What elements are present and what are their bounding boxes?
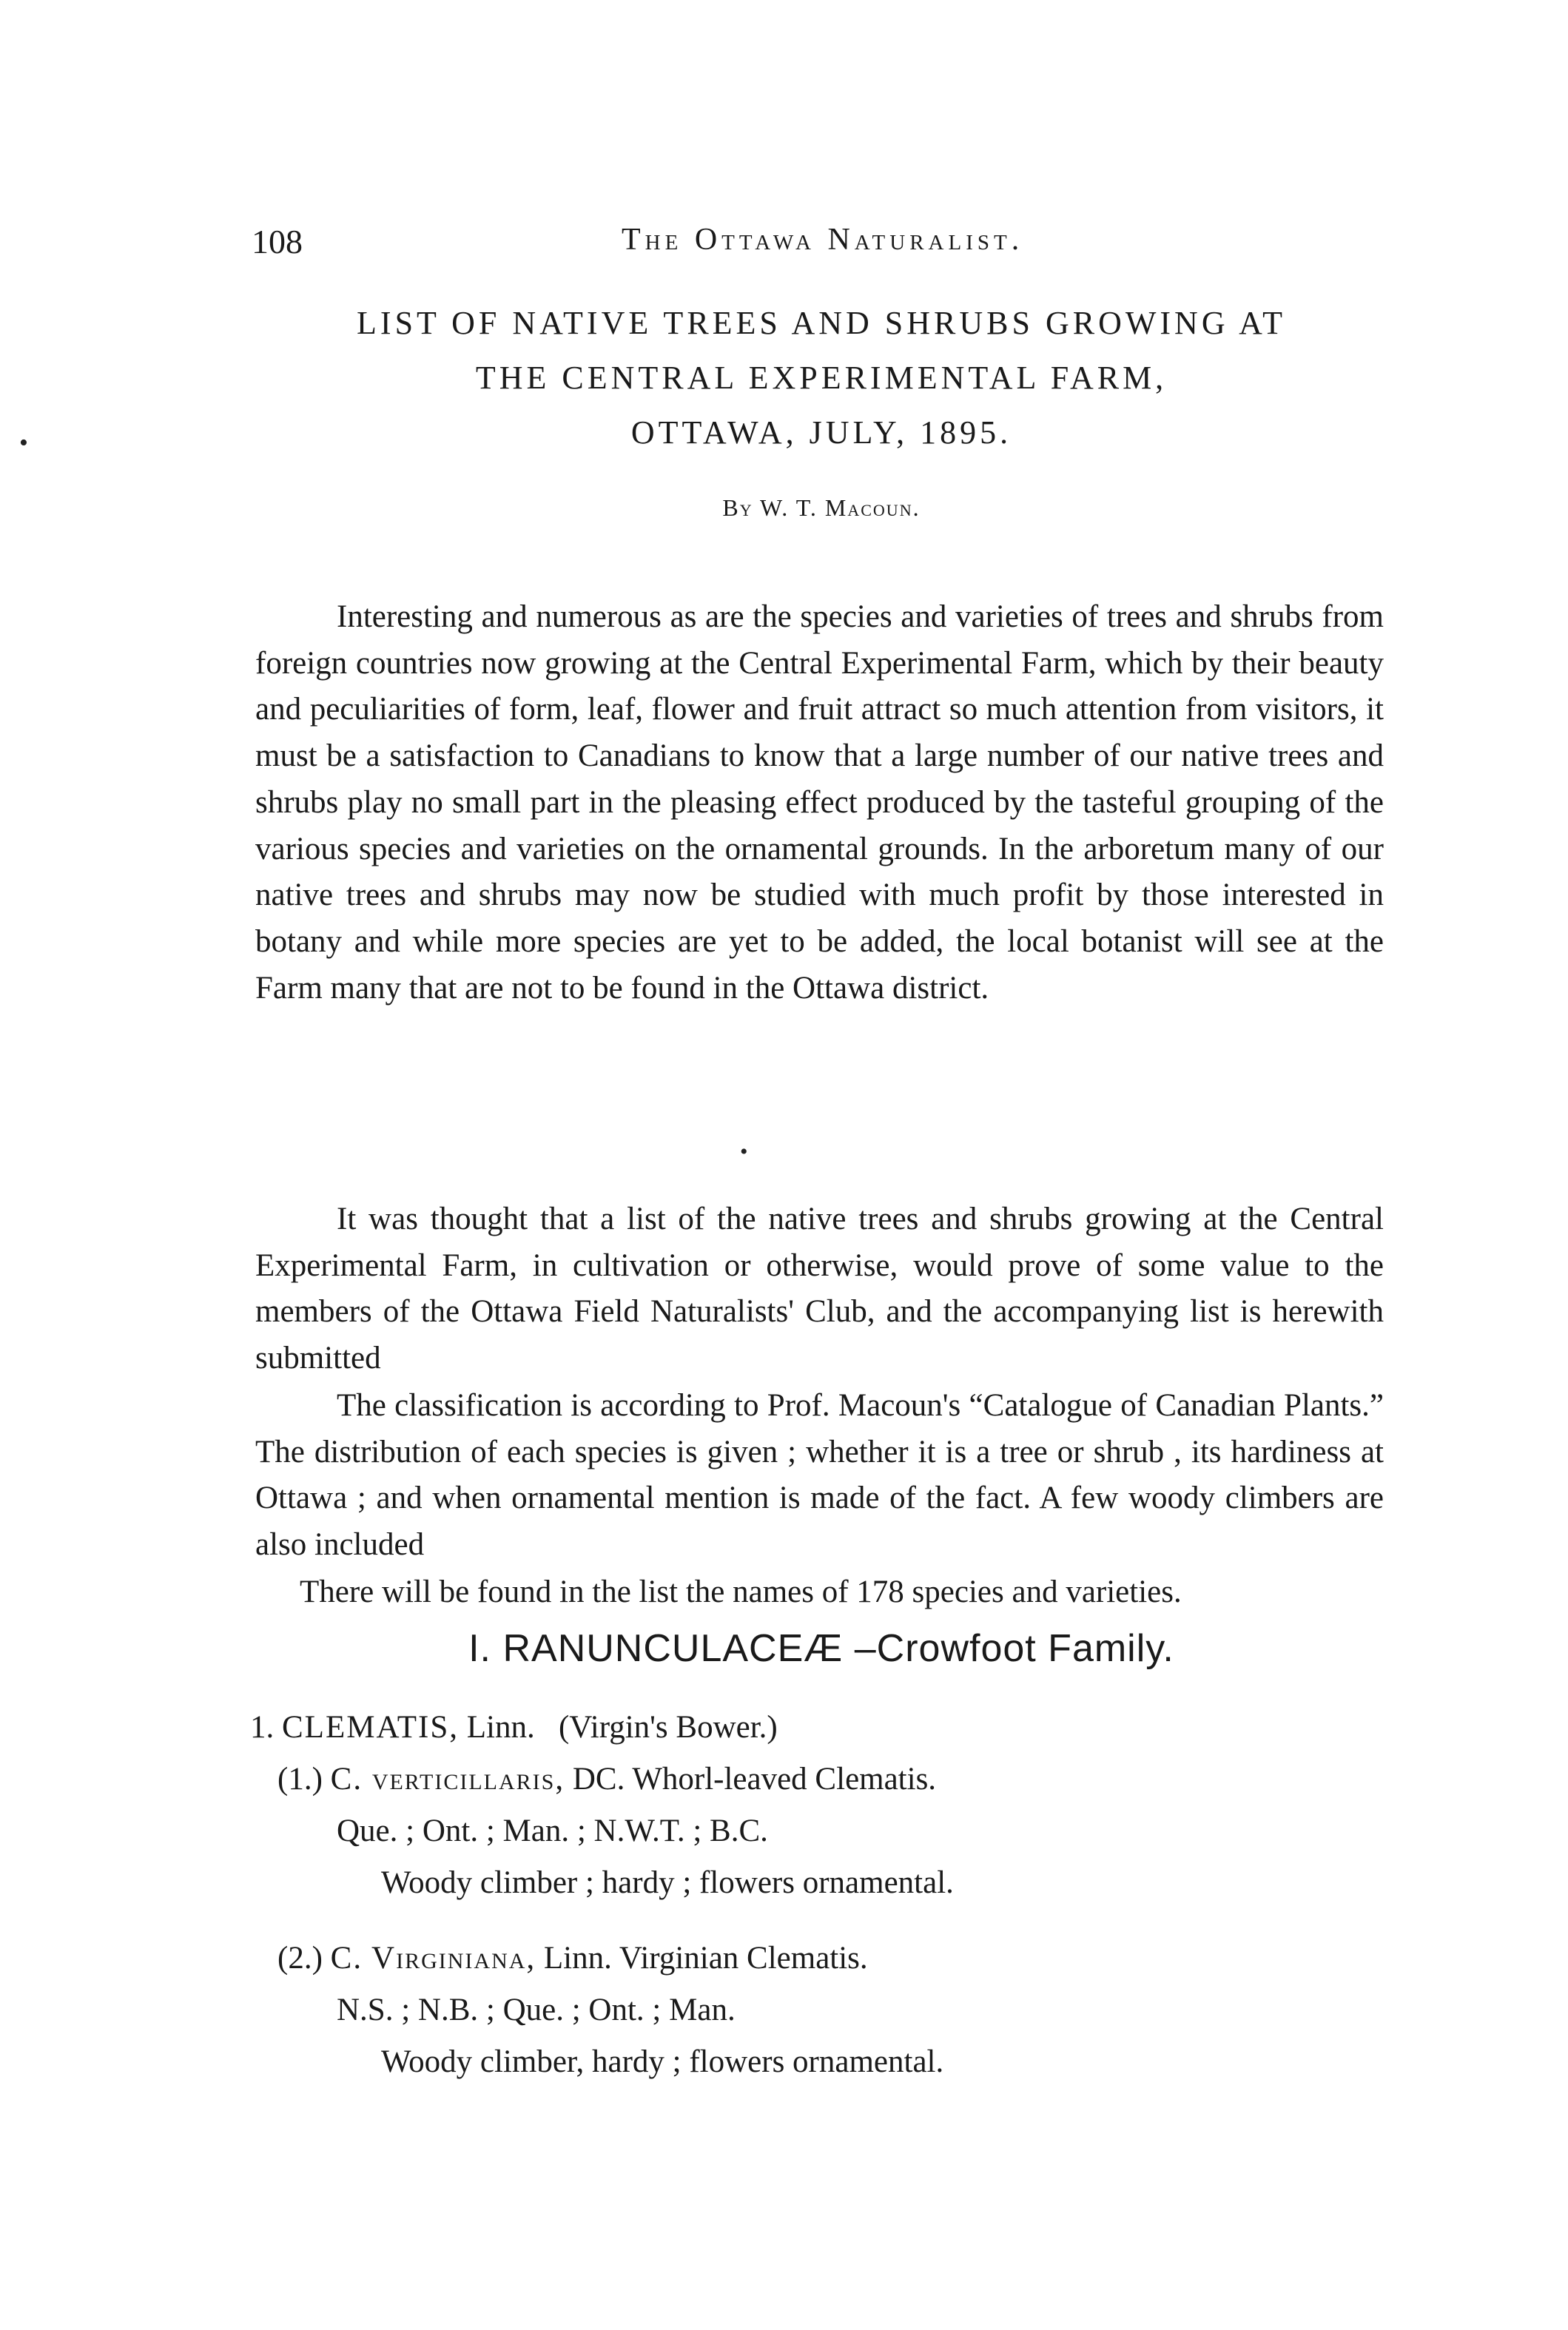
species-name: C. verticillaris, bbox=[330, 1762, 565, 1797]
species-number: (1.) bbox=[277, 1762, 323, 1797]
paragraph-1: Interesting and numerous as are the species and varieties of trees and shrubs from foreign countries now growing at the Central Experimental Farm, which by their beauty and peculiarities of form, leaf, flower and fruit attract so much attention from visitors, it must be a satisfaction to Canadians to know that a large number of our native trees and shrubs play no small part in the pleasing effect produced by the tasteful grouping of the various species and varieties on the ornamental grounds. In the arboretum many of our native trees and shrubs may now be studied with much profit by those interested in botany and while more species are yet to be added, the local botanist will see at the Farm many that are not to be found in the Ottawa district. bbox=[255, 599, 1384, 1006]
paragraph-3: The classification is according to Prof. Macoun's “Catalogue of Canadian Plants.” The distribution of each species is given ; whether it is a tree or shrub , its hardiness at Ottawa ; and when ornamental mention is made of the fact. A few woody climbers are also included bbox=[255, 1388, 1384, 1563]
species-entry bbox=[277, 1940, 868, 1976]
paragraph-4: There will be found in the list the names of 178 species and varieties. bbox=[300, 1575, 1182, 1609]
species-number: (2.) bbox=[277, 1941, 323, 1976]
genus-entry bbox=[250, 1709, 778, 1745]
species-name: C. Virginiana, bbox=[330, 1941, 536, 1976]
page-number: 108 bbox=[252, 223, 303, 260]
species-notes: Woody climber, hardy ; flowers ornamental. bbox=[381, 2044, 944, 2079]
genus-authority: Linn. bbox=[466, 1710, 535, 1745]
species-range: N.S. ; N.B. ; Que. ; Ont. ; Man. bbox=[337, 1993, 736, 2027]
species-range: Que. ; Ont. ; Man. ; N.W.T. ; B.C. bbox=[337, 1814, 768, 1848]
species-common-name: Whorl-leaved Clematis. bbox=[632, 1762, 937, 1797]
running-header bbox=[252, 222, 1390, 266]
genus-common-name: (Virgin's Bower.) bbox=[558, 1710, 778, 1745]
paragraph-2: It was thought that a list of the native trees and shrubs growing at the Central Experimental Farm, in cultivation or otherwise, would prove of some value to the members of the Ottawa Field Naturalists' Club, and the accompanying list is herewith submitted bbox=[255, 1202, 1384, 1376]
species-entry bbox=[277, 1761, 936, 1797]
article-title-line-1: LIST OF NATIVE TREES AND SHRUBS GROWING AT bbox=[357, 305, 1286, 341]
article-title-line-3: OTTAWA, JULY, 1895. bbox=[630, 414, 1012, 451]
article-title-line-2: THE CENTRAL EXPERIMENTAL FARM, bbox=[475, 360, 1168, 396]
print-speck: • bbox=[740, 1139, 748, 1164]
family-heading: I. RANUNCULACEÆ –Crowfoot Family. bbox=[468, 1627, 1174, 1670]
species-common-name: Virginian Clematis. bbox=[619, 1941, 868, 1976]
print-speck: • bbox=[19, 429, 28, 457]
journal-title: The Ottawa Naturalist. bbox=[622, 223, 1024, 257]
genus-name: CLEMATIS, bbox=[282, 1710, 459, 1745]
species-notes: Woody climber ; hardy ; flowers ornamental. bbox=[381, 1865, 954, 1900]
species-authority: Linn. bbox=[543, 1941, 612, 1976]
byline: By W. T. Macoun. bbox=[722, 494, 921, 521]
species-authority: DC. bbox=[572, 1762, 625, 1797]
genus-number: 1. bbox=[250, 1710, 275, 1745]
